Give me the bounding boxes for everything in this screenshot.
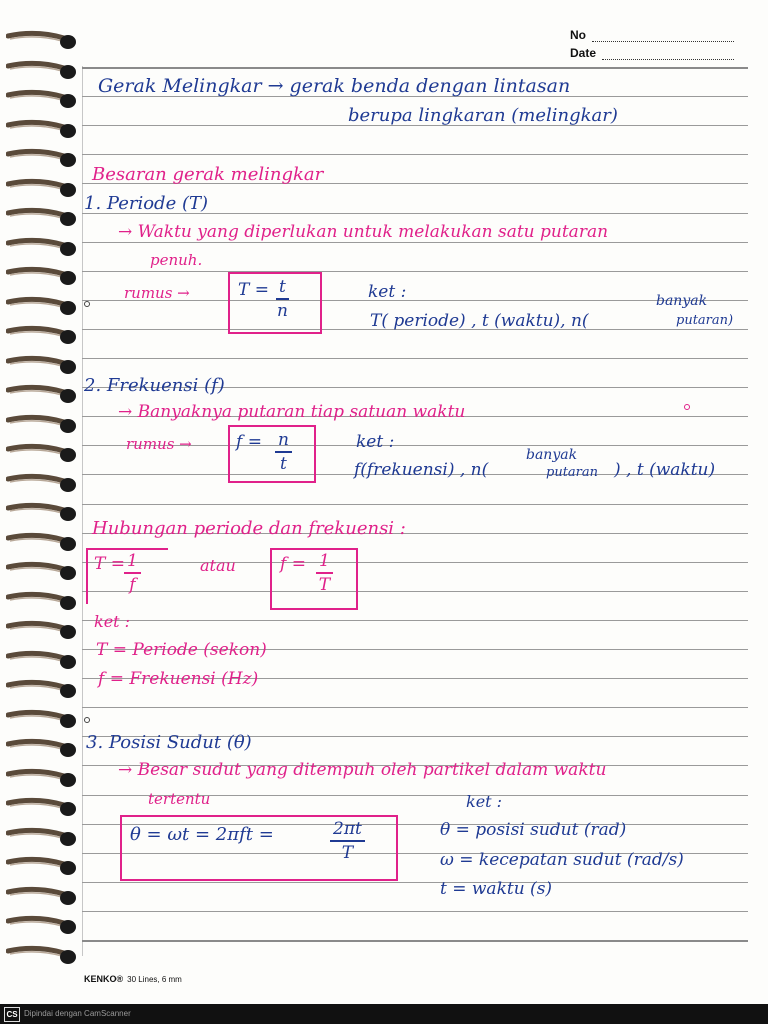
fraction-numerator: 1 xyxy=(124,553,141,574)
spiral-ring xyxy=(6,768,76,786)
spiral-ring xyxy=(6,650,76,668)
frekuensi-ket-subscript: putaran xyxy=(546,465,599,480)
hubungan-ket-label: ket : xyxy=(94,612,131,631)
camscanner-text: Dipindai dengan CamScanner xyxy=(24,1009,131,1018)
spiral-ring xyxy=(6,738,76,756)
hubungan-formula-1-lhs: T = xyxy=(94,554,125,574)
hubungan-formula-2-fraction xyxy=(316,553,333,594)
periode-ket-text: T( periode) , t (waktu), n( xyxy=(370,311,589,331)
spiral-ring xyxy=(6,384,76,402)
frekuensi-ket-label: ket : xyxy=(356,432,395,452)
notebook-spec: 30 Lines, 6 mm xyxy=(127,975,182,984)
posisi-definition-line-2: tertentu xyxy=(148,790,211,808)
posisi-ket-3: t = waktu (s) xyxy=(440,879,553,899)
frekuensi-formula-lhs: f = xyxy=(236,432,262,452)
spiral-ring xyxy=(6,561,76,579)
periode-ket-subscript: putaran) xyxy=(676,313,734,328)
spiral-ring xyxy=(6,296,76,314)
ruled-line xyxy=(82,562,748,563)
spiral-ring xyxy=(6,679,76,697)
spiral-ring xyxy=(6,620,76,638)
ruled-line xyxy=(82,67,748,69)
periode-ket-label: ket : xyxy=(368,282,407,302)
spiral-ring xyxy=(6,532,76,550)
spiral-ring xyxy=(6,797,76,815)
spiral-ring xyxy=(6,915,76,933)
ruled-line xyxy=(82,882,748,883)
spiral-ring xyxy=(6,473,76,491)
frekuensi-definition: → Banyaknya putaran tiap satuan waktu xyxy=(118,402,466,422)
posisi-ket-label: ket : xyxy=(466,792,503,811)
hubungan-formula-1-fraction xyxy=(124,553,141,594)
posisi-formula: θ = ωt = 2πft = xyxy=(130,824,274,845)
hubungan-heading: Hubungan periode dan frekuensi : xyxy=(92,518,406,539)
periode-formula-lhs: T = xyxy=(238,280,269,300)
punch-hole-dot xyxy=(84,301,90,307)
spiral-ring xyxy=(6,355,76,373)
ruled-line xyxy=(82,154,748,155)
ruled-line xyxy=(82,358,748,359)
spiral-ring xyxy=(6,443,76,461)
hubungan-formula-2-lhs: f = xyxy=(280,554,306,574)
spiral-ring xyxy=(6,502,76,520)
spiral-ring xyxy=(6,30,76,48)
fraction-numerator: 1 xyxy=(316,553,333,574)
ruled-line xyxy=(82,271,748,272)
pen-dot xyxy=(684,404,690,410)
posisi-definition-line-1: → Besar sudut yang ditempuh oleh partikel dalam waktu xyxy=(118,760,607,780)
hubungan-atau: atau xyxy=(200,556,236,575)
hubungan-ket-periode: T = Periode (sekon) xyxy=(96,640,267,660)
date-field-line xyxy=(602,48,734,60)
notebook-brand: KENKO® 30 Lines, 6 mm xyxy=(84,974,182,984)
spiral-ring xyxy=(6,266,76,284)
fraction-denominator: f xyxy=(129,575,136,595)
title-line-2: berupa lingkaran (melingkar) xyxy=(348,105,618,126)
spiral-ring xyxy=(6,119,76,137)
hubungan-ket-frekuensi: f = Frekuensi (Hz) xyxy=(98,669,259,689)
frekuensi-ket-superscript: banyak xyxy=(526,447,578,463)
ruled-line xyxy=(82,911,748,912)
scanner-watermark-bar xyxy=(0,1004,768,1024)
periode-definition-line-2: penuh. xyxy=(150,251,203,269)
posisi-ket-1: θ = posisi sudut (rad) xyxy=(440,820,627,840)
periode-definition-line-1: → Waktu yang diperlukan untuk melakukan satu putaran xyxy=(118,222,609,242)
punch-hole-dot xyxy=(84,717,90,723)
periode-ket-superscript: banyak xyxy=(656,293,708,309)
margin-line xyxy=(82,66,83,956)
spiral-ring xyxy=(6,148,76,166)
ruled-line xyxy=(82,504,748,505)
frekuensi-ket-text-a: f(frekuensi) , n( xyxy=(354,460,489,480)
spiral-ring xyxy=(6,325,76,343)
ruled-line xyxy=(82,591,748,592)
fraction-numerator: n xyxy=(275,432,292,453)
no-label: No xyxy=(570,28,586,42)
ruled-line xyxy=(82,620,748,621)
posisi-ket-2: ω = kecepatan sudut (rad/s) xyxy=(440,850,684,870)
spiral-ring xyxy=(6,237,76,255)
spiral-ring xyxy=(6,709,76,727)
spiral-ring xyxy=(6,60,76,78)
date-label: Date xyxy=(570,46,597,60)
spiral-ring xyxy=(6,414,76,432)
fraction-denominator: t xyxy=(280,454,287,474)
fraction-numerator: t xyxy=(276,279,289,300)
spiral-ring xyxy=(6,207,76,225)
frekuensi-heading: 2. Frekuensi (f) xyxy=(84,375,225,396)
spiral-ring xyxy=(6,178,76,196)
fraction-denominator: T xyxy=(318,575,331,595)
title-line-1: Gerak Melingkar → gerak benda dengan lintasan xyxy=(98,75,571,97)
ruled-line xyxy=(82,242,748,243)
fraction-denominator: n xyxy=(276,301,288,321)
posisi-formula-fraction xyxy=(330,821,365,862)
periode-heading: 1. Periode (T) xyxy=(84,193,208,214)
no-field-line xyxy=(592,30,734,42)
periode-formula-fraction xyxy=(276,279,289,320)
spiral-ring xyxy=(6,89,76,107)
spiral-ring xyxy=(6,827,76,845)
spiral-ring xyxy=(6,591,76,609)
frekuensi-formula-fraction xyxy=(275,432,292,473)
posisi-heading: 3. Posisi Sudut (θ) xyxy=(86,732,252,753)
spiral-ring xyxy=(6,886,76,904)
spiral-ring xyxy=(6,945,76,963)
camscanner-logo-icon: CS xyxy=(4,1007,20,1022)
ruled-line xyxy=(82,940,748,942)
spiral-ring xyxy=(6,856,76,874)
periode-rumus-label: rumus → xyxy=(124,284,190,302)
section-heading: Besaran gerak melingkar xyxy=(92,164,324,185)
frekuensi-ket-text-b: ) , t (waktu) xyxy=(614,460,716,480)
ruled-line xyxy=(82,707,748,708)
fraction-numerator: 2πt xyxy=(330,821,365,842)
fraction-denominator: T xyxy=(341,843,354,863)
frekuensi-rumus-label: rumus → xyxy=(126,435,192,453)
